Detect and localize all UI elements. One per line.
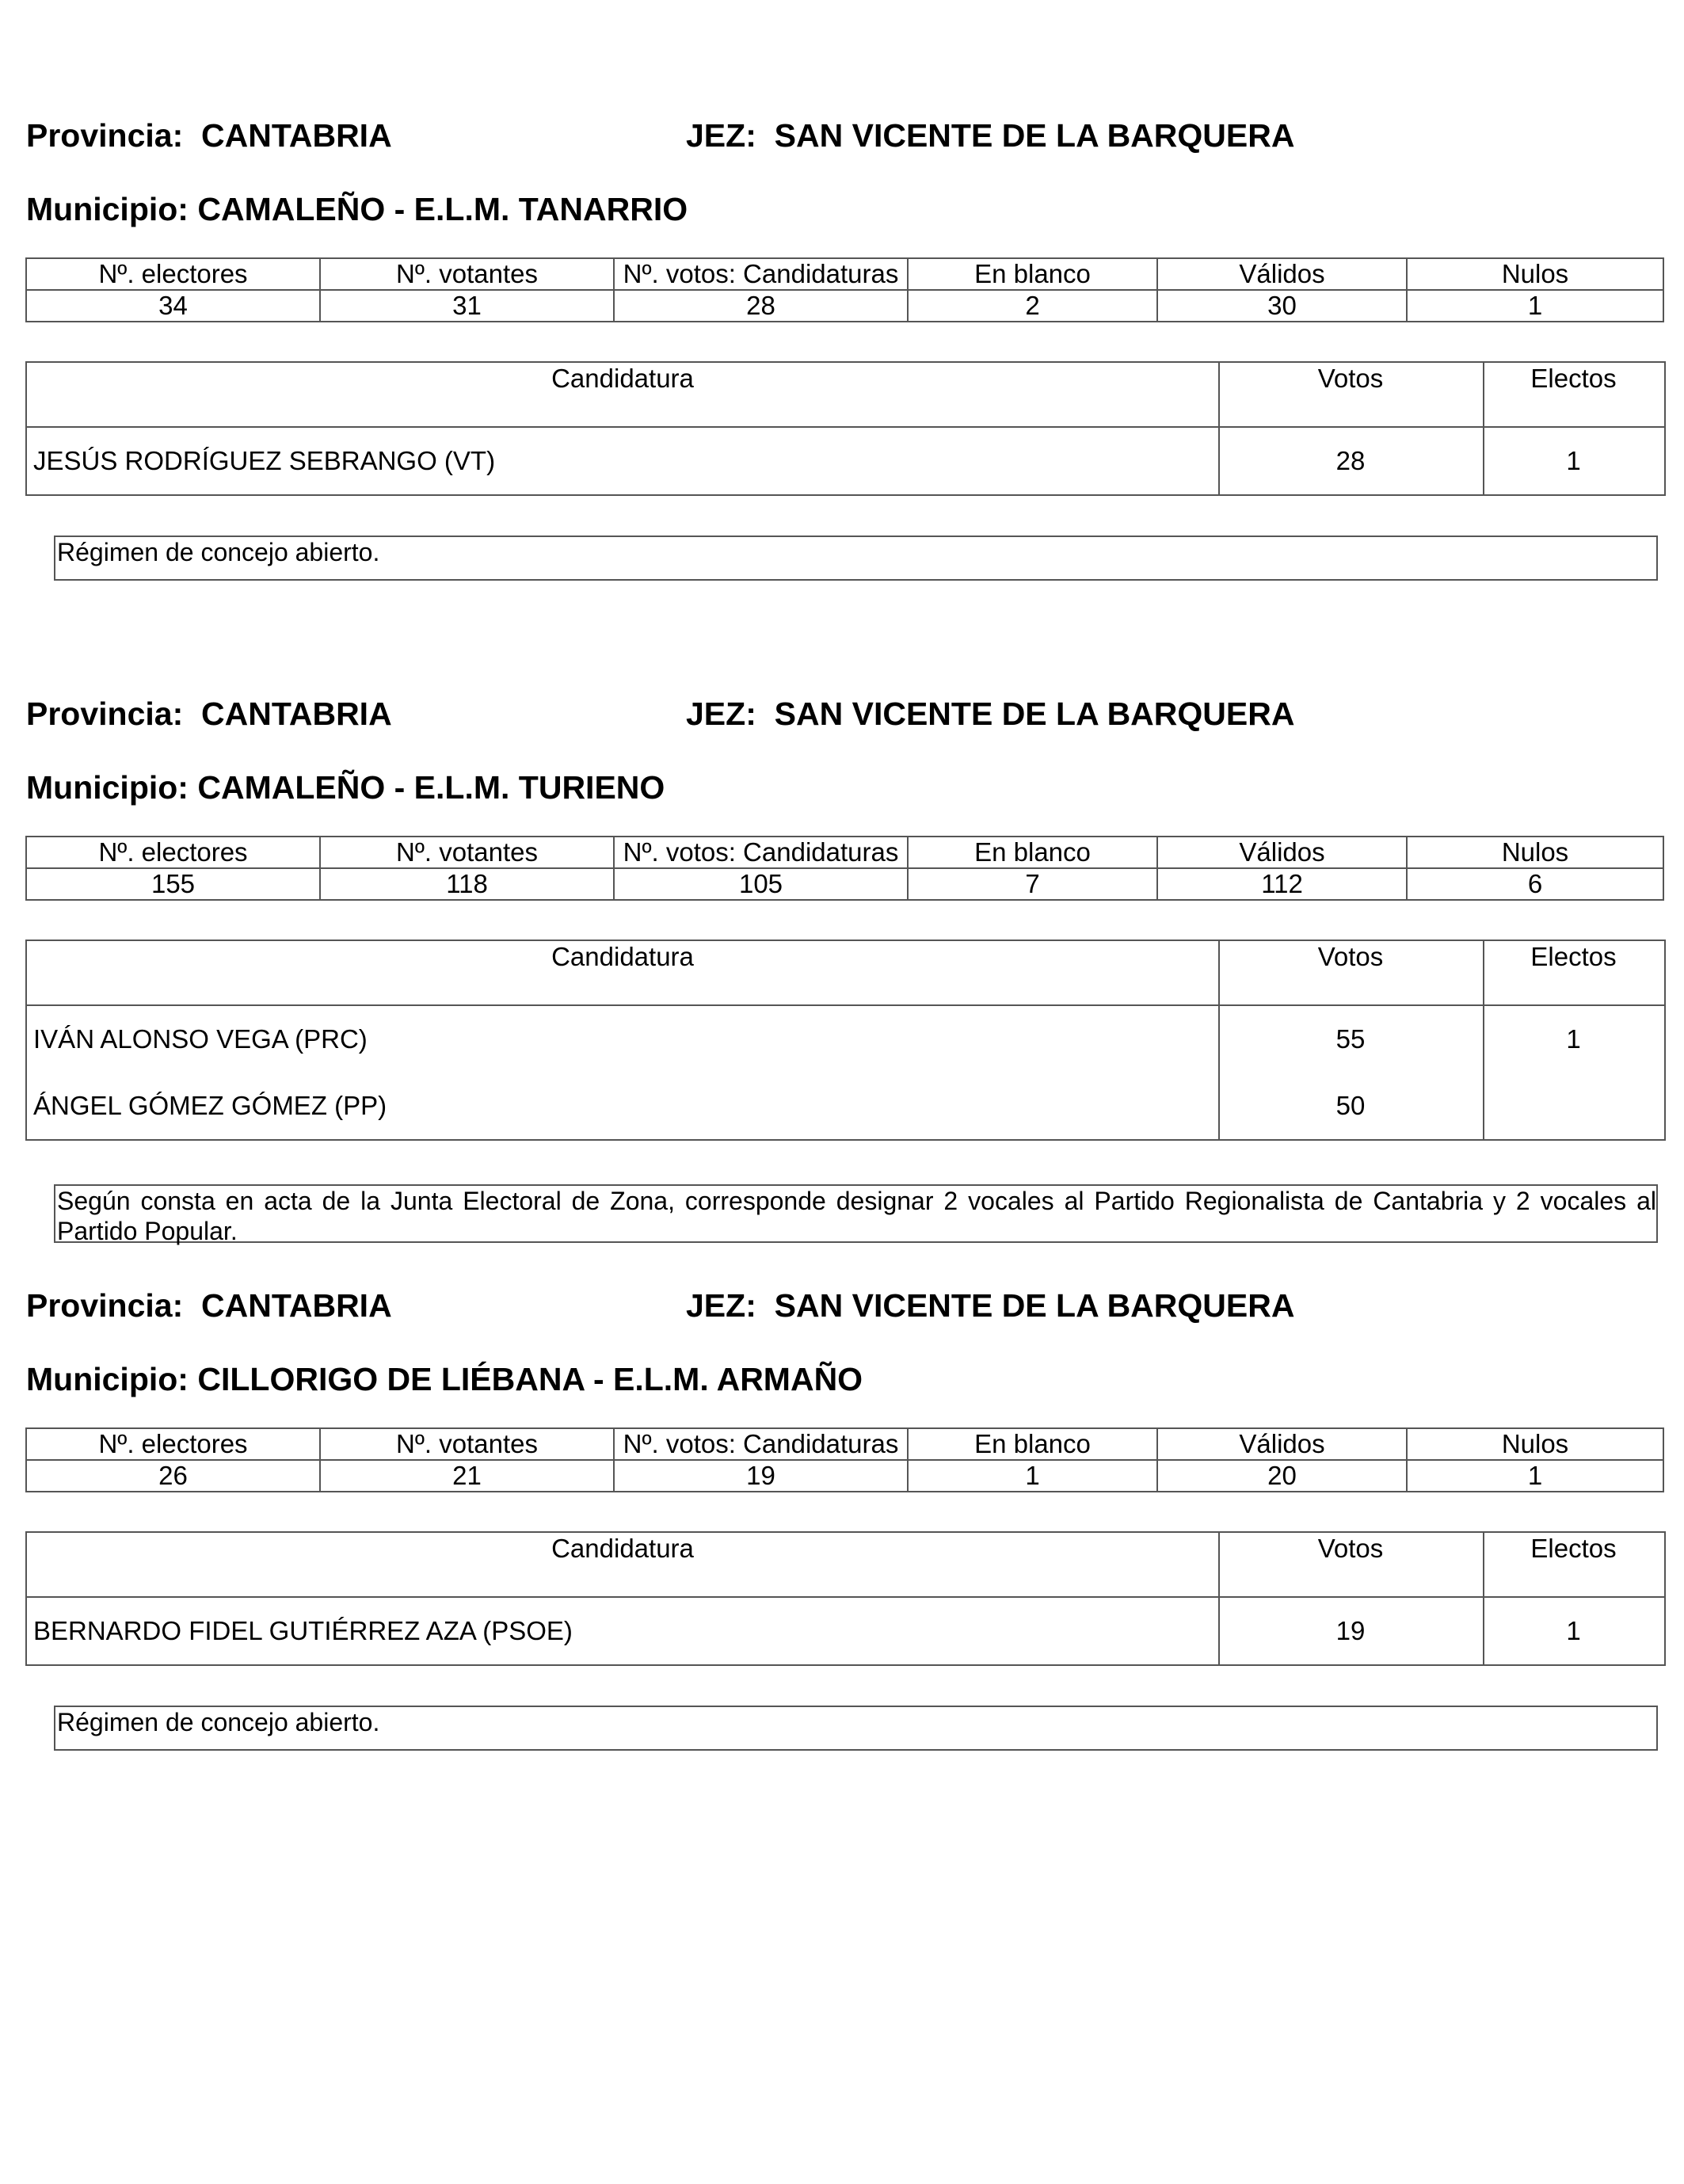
stats-header-cell: Válidos [1157,1428,1407,1460]
stats-value-cell: 20 [1157,1460,1407,1492]
candidates-header-row [27,363,1664,428]
candidate-elected: 1 [1566,1616,1581,1645]
stats-value-cell: 26 [26,1460,320,1492]
candidate-name: ÁNGEL GÓMEZ GÓMEZ (PP) [33,1091,387,1120]
jez-heading [686,1287,1295,1324]
stats-header-cell: En blanco [908,258,1157,290]
stats-header-cell: Válidos [1157,837,1407,868]
jez-label: JEZ: [686,117,756,154]
municipio-value: CAMALEÑO - E.L.M. TANARRIO [197,191,688,227]
stats-table [25,1427,1664,1492]
jez-value: SAN VICENTE DE LA BARQUERA [774,117,1295,154]
municipio-heading [26,1363,863,1396]
stats-header-cell: Nº. votantes [320,258,614,290]
candidates-header-row [27,941,1664,1006]
stats-value-cell: 7 [908,868,1157,900]
stats-value-cell: 31 [320,290,614,322]
jez-value: SAN VICENTE DE LA BARQUERA [774,696,1295,732]
candidates-table [25,361,1666,496]
candidate-name: IVÁN ALONSO VEGA (PRC) [33,1024,368,1054]
provincia-label: Provincia: [26,696,184,732]
electos-header: Electos [1530,364,1617,393]
municipio-value: CAMALEÑO - E.L.M. TURIENO [197,769,665,806]
jez-heading [686,117,1295,154]
stats-value-cell: 6 [1407,868,1663,900]
note-box: Régimen de concejo abierto. [54,536,1658,581]
stats-header-cell: Nº. votantes [320,837,614,868]
candidate-name: BERNARDO FIDEL GUTIÉRREZ AZA (PSOE) [33,1616,573,1645]
stats-value-cell: 30 [1157,290,1407,322]
stats-header-cell: Nº. electores [26,837,320,868]
stats-header-cell: Nulos [1407,837,1663,868]
candidate-elected: 1 [1566,446,1581,475]
candidate-votes: 28 [1335,446,1366,475]
provincia-label: Provincia: [26,117,184,154]
votos-header: Votos [1317,364,1384,393]
stats-value-cell: 1 [1407,1460,1663,1492]
candidatura-header: Candidatura [551,1534,694,1563]
stats-value-cell: 21 [320,1460,614,1492]
electos-header: Electos [1530,942,1617,971]
stats-header-cell: Nulos [1407,1428,1663,1460]
provincia-label: Provincia: [26,1287,184,1324]
stats-value-row [26,290,1663,322]
jez-label: JEZ: [686,696,756,732]
jez-heading [686,698,1294,730]
electos-header: Electos [1530,1534,1617,1563]
provincia-value: CANTABRIA [201,117,392,154]
candidate-row [27,428,1664,494]
candidatura-header: Candidatura [551,364,694,393]
stats-value-row [26,868,1663,900]
stats-table [25,257,1664,322]
stats-header-cell: Nº. votos: Candidaturas [614,1428,908,1460]
candidate-votes: 55 [1335,1024,1366,1054]
candidates-table [25,1531,1666,1666]
stats-value-cell: 112 [1157,868,1407,900]
jez-label: JEZ: [686,1287,756,1324]
candidate-row [27,1006,1664,1073]
municipio-label: Municipio: [26,769,189,806]
stats-value-cell: 118 [320,868,614,900]
stats-value-row [26,1460,1663,1492]
municipio-label: Municipio: [26,1361,189,1397]
candidates-table [25,940,1666,1141]
stats-value-cell: 19 [614,1460,908,1492]
provincia-heading [26,117,392,154]
candidate-name: JESÚS RODRÍGUEZ SEBRANGO (VT) [33,446,496,475]
stats-value-cell: 34 [26,290,320,322]
stats-value-cell: 105 [614,868,908,900]
municipio-label: Municipio: [26,191,189,227]
stats-value-cell: 1 [1407,290,1663,322]
stats-header-cell: En blanco [908,837,1157,868]
stats-header-row [26,258,1663,290]
stats-header-cell: Nº. votos: Candidaturas [614,258,908,290]
note-box: Según consta en acta de la Junta Electoral de Zona, corresponde designar 2 vocales al Partido Regionalista de Cantabria y 2 vocales al Partido Popular. [54,1184,1658,1243]
candidate-votes: 19 [1335,1616,1366,1645]
stats-header-cell: Nº. votos: Candidaturas [614,837,908,868]
provincia-heading [26,1287,392,1324]
stats-header-cell: Válidos [1157,258,1407,290]
stats-header-cell: En blanco [908,1428,1157,1460]
municipio-heading [26,769,665,806]
votos-header: Votos [1317,1534,1384,1563]
note-box: Régimen de concejo abierto. [54,1706,1658,1751]
stats-value-cell: 2 [908,290,1157,322]
provincia-value: CANTABRIA [201,1287,392,1324]
candidatura-header: Candidatura [551,942,694,971]
stats-header-cell: Nº. electores [26,1428,320,1460]
municipio-value: CILLORIGO DE LIÉBANA - E.L.M. ARMAÑO [197,1361,863,1397]
candidate-row [27,1073,1664,1139]
stats-value-cell: 155 [26,868,320,900]
stats-header-cell: Nulos [1407,258,1663,290]
candidate-elected: 1 [1566,1024,1581,1054]
stats-header-cell: Nº. electores [26,258,320,290]
provincia-heading [26,698,392,730]
candidate-row [27,1598,1664,1664]
provincia-value: CANTABRIA [201,696,392,732]
stats-value-cell: 1 [908,1460,1157,1492]
candidate-votes: 50 [1335,1091,1366,1120]
stats-header-row [26,1428,1663,1460]
votos-header: Votos [1317,942,1384,971]
stats-value-cell: 28 [614,290,908,322]
jez-value: SAN VICENTE DE LA BARQUERA [774,1287,1295,1324]
stats-header-row [26,837,1663,868]
candidates-header-row [27,1533,1664,1598]
stats-table [25,836,1664,901]
stats-header-cell: Nº. votantes [320,1428,614,1460]
municipio-heading [26,193,688,226]
